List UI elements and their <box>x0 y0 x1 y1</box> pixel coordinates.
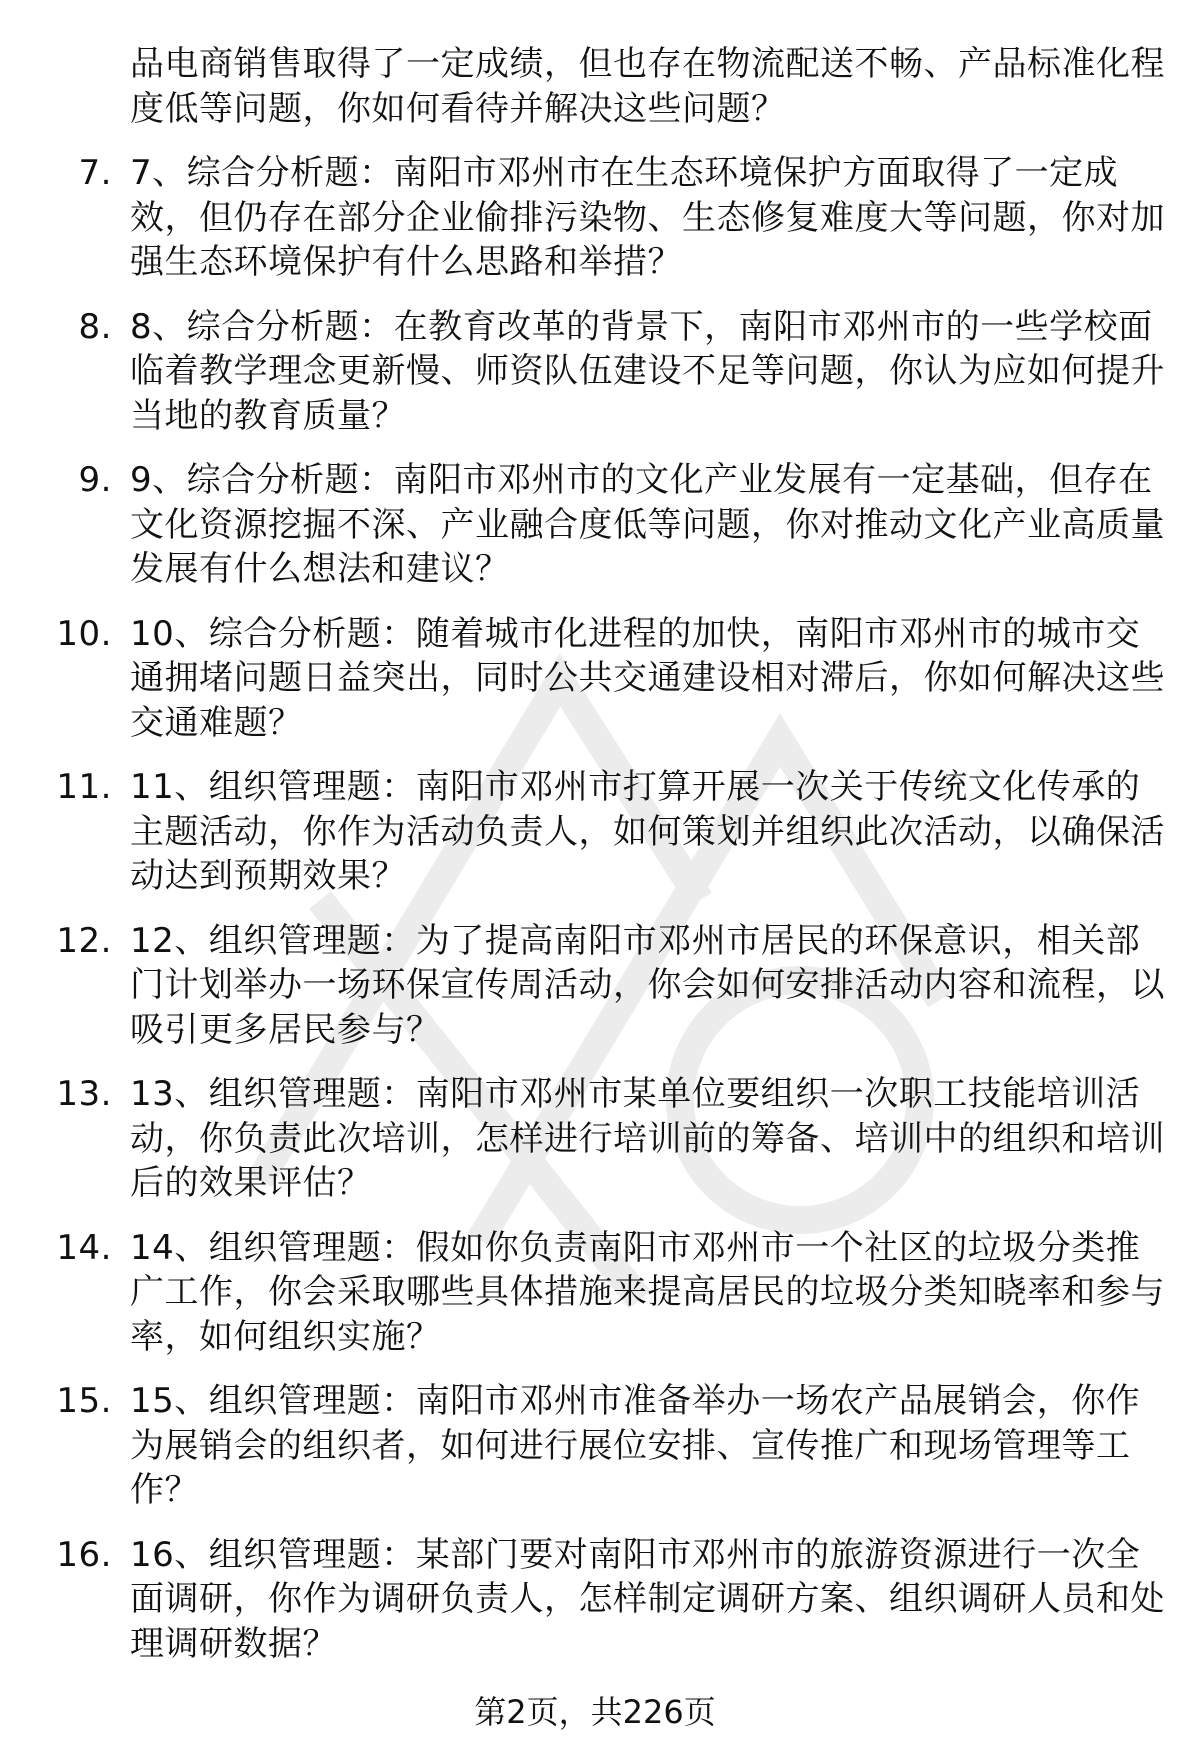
item-text: 9、综合分析题：南阳市邓州市的文化产业发展有一定基础，但存在文化资源挖掘不深、产业融合度低等问题，你对推动文化产业高质量发展有什么想法和建议？ <box>130 460 1165 589</box>
item-number: 16. <box>56 1534 112 1575</box>
item-text: 15、组织管理题：南阳市邓州市准备举办一场农产品展销会，你作为展销会的组织者，如何进行展位安排、宣传推广和现场管理等工作？ <box>130 1381 1141 1510</box>
item-number: 12. <box>56 920 112 961</box>
item-number: 14. <box>56 1227 112 1268</box>
item-number: 10. <box>56 613 112 654</box>
list-item <box>0 1533 1190 1667</box>
item-number: 7. <box>78 153 112 193</box>
item-number: 13. <box>56 1074 112 1114</box>
list-item <box>0 765 1190 899</box>
item-number: 9. <box>78 460 112 500</box>
list-item <box>0 612 1190 746</box>
item-number: 8. <box>78 306 112 347</box>
list-item <box>0 1226 1190 1360</box>
item-text: 10、综合分析题：随着城市化进程的加快，南阳市邓州市的城市交通拥堵问题日益突出，同时公共交通建设相对滞后，你如何解决这些交通难题？ <box>130 613 1165 743</box>
page-footer: 第2页，共226页 <box>474 1693 716 1731</box>
list-item <box>0 458 1190 592</box>
list-item <box>0 1379 1190 1513</box>
item-number: 15. <box>56 1381 112 1421</box>
question-list <box>0 42 1190 1666</box>
item-text: 13、组织管理题：南阳市邓州市某单位要组织一次职工技能培训活动，你负责此次培训，怎样进行培训前的筹备、培训中的组织和培训后的效果评估？ <box>130 1074 1165 1203</box>
list-item <box>0 305 1190 439</box>
item-number: 11. <box>56 767 112 807</box>
item-text: 7、综合分析题：南阳市邓州市在生态环境保护方面取得了一定成效，但仍存在部分企业偷排污染物、生态修复难度大等问题，你对加强生态环境保护有什么思路和举措？ <box>130 153 1165 282</box>
list-item <box>0 919 1190 1053</box>
continuation-paragraph: 品电商销售取得了一定成绩，但也存在物流配送不畅、产品标准化程度低等问题，你如何看待并解决这些问题？ <box>130 44 1165 129</box>
item-text: 11、组织管理题：南阳市邓州市打算开展一次关于传统文化传承的主题活动，你作为活动负责人，如何策划并组织此次活动，以确保活动达到预期效果？ <box>130 767 1165 896</box>
list-item <box>0 151 1190 285</box>
item-text: 16、组织管理题：某部门要对南阳市邓州市的旅游资源进行一次全面调研，你作为调研负责人，怎样制定调研方案、组织调研人员和处理调研数据？ <box>130 1534 1165 1664</box>
item-text: 14、组织管理题：假如你负责南阳市邓州市一个社区的垃圾分类推广工作，你会采取哪些具体措施来提高居民的垃圾分类知晓率和参与率，如何组织实施？ <box>130 1227 1165 1357</box>
item-text: 12、组织管理题：为了提高南阳市邓州市居民的环保意识，相关部门计划举办一场环保宣传周活动，你会如何安排活动内容和流程，以吸引更多居民参与？ <box>130 920 1165 1050</box>
item-text: 8、综合分析题：在教育改革的背景下，南阳市邓州市的一些学校面临着教学理念更新慢、师资队伍建设不足等问题，你认为应如何提升当地的教育质量？ <box>130 306 1165 436</box>
list-item <box>0 1072 1190 1206</box>
